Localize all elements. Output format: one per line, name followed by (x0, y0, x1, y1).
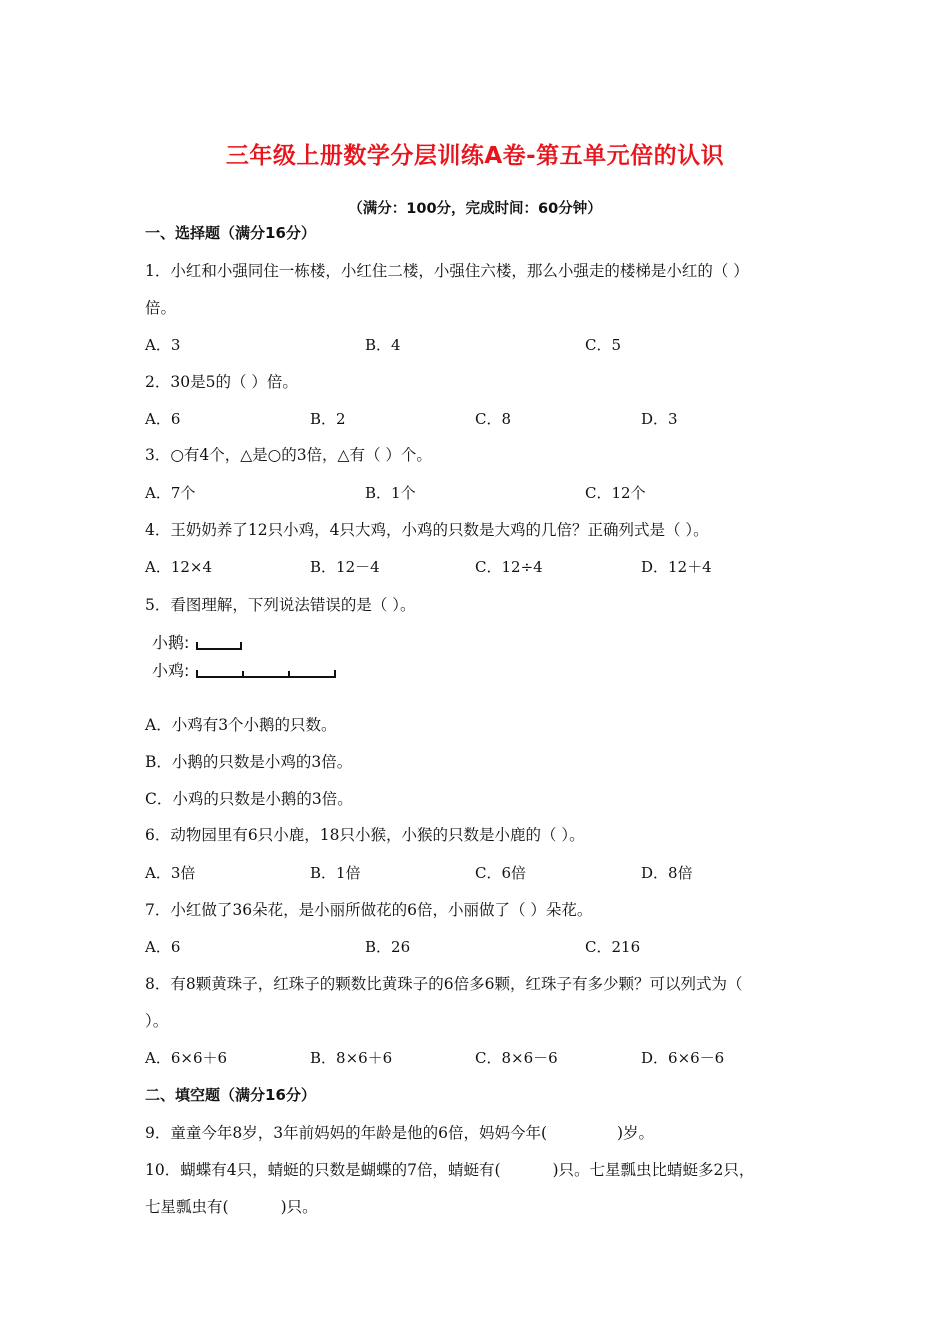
chicken-row (152, 658, 340, 681)
option-c[interactable]: C．5 (585, 336, 622, 354)
section-heading-fill: 二、填空题（满分16分） (145, 1086, 316, 1104)
question-10-mid: )只。七星瓢虫比蜻蜓多2只， (552, 1161, 755, 1179)
question-7-options (145, 936, 825, 958)
question-9-post: )岁。 (617, 1124, 655, 1142)
section-heading-choice: 一、选择题（满分16分） (145, 224, 316, 242)
question-9-pre: 9．童童今年8岁，3年前妈妈的年龄是他的6倍，妈妈今年( (145, 1124, 547, 1142)
question-2-options (145, 408, 825, 430)
question-9-text (145, 1121, 654, 1143)
question-10-line2-pre: 七星瓢虫有( (145, 1198, 229, 1216)
question-10-line2-post: )只。 (280, 1198, 318, 1216)
question-10-text (145, 1158, 754, 1180)
question-6-text: 6．动物园里有6只小鹿，18只小猴，小猴的只数是小鹿的（ ）。 (145, 826, 585, 844)
goose-segment-bar (195, 636, 245, 652)
question-5-text: 5．看图理解，下列说法错误的是（ ）。 (145, 596, 416, 614)
question-5-option-c[interactable]: C．小鸡的只数是小鹅的3倍。 (145, 790, 353, 808)
question-3-options (145, 482, 825, 504)
option-a[interactable]: A．6 (145, 938, 181, 956)
question-3-text: 3．○有4个，△是○的3倍，△有（ ）个。 (145, 446, 432, 464)
option-b[interactable]: B．1倍 (310, 864, 361, 882)
goose-row (152, 630, 245, 653)
option-c[interactable]: C．216 (585, 938, 641, 956)
option-a[interactable]: A．6×6＋6 (145, 1049, 228, 1067)
option-b[interactable]: B．8×6＋6 (310, 1049, 393, 1067)
option-d[interactable]: D．12＋4 (641, 558, 712, 576)
question-1-text: 1．小红和小强同住一栋楼，小红住二楼，小强住六楼，那么小强走的楼梯是小红的（ ） (145, 262, 749, 280)
option-a[interactable]: A．12×4 (145, 558, 213, 576)
option-d[interactable]: D．8倍 (641, 864, 693, 882)
chicken-segment-bar (195, 664, 340, 680)
goose-label: 小鹅: (152, 633, 190, 652)
question-1-options (145, 334, 825, 356)
question-8-text-cont: ）。 (145, 1012, 169, 1030)
option-b[interactable]: B．4 (365, 336, 401, 354)
option-c[interactable]: C．12个 (585, 484, 646, 502)
option-c[interactable]: C．8×6－6 (475, 1049, 558, 1067)
chicken-label: 小鸡: (152, 661, 190, 680)
page-title: 三年级上册数学分层训练A卷-第五单元倍的认识 (225, 143, 725, 169)
option-a[interactable]: A．6 (145, 410, 181, 428)
question-8-options (145, 1047, 825, 1069)
question-5-option-b[interactable]: B．小鹅的只数是小鸡的3倍。 (145, 753, 353, 771)
question-4-text: 4．王奶奶养了12只小鸡，4只大鸡，小鸡的只数是大鸡的几倍？正确列式是（ ）。 (145, 521, 709, 539)
question-4-options (145, 556, 825, 578)
option-a[interactable]: A．3 (145, 336, 181, 354)
question-10-text-cont (145, 1195, 318, 1217)
option-c[interactable]: C．8 (475, 410, 512, 428)
question-2-text: 2．30是5的（ ）倍。 (145, 373, 298, 391)
option-b[interactable]: B．12－4 (310, 558, 380, 576)
option-c[interactable]: C．6倍 (475, 864, 527, 882)
question-7-text: 7．小红做了36朵花，是小丽所做花的6倍，小丽做了（ ）朵花。 (145, 901, 593, 919)
option-c[interactable]: C．12÷4 (475, 558, 543, 576)
question-10-pre: 10．蝴蝶有4只，蜻蜓的只数是蝴蝶的7倍，蜻蜓有( (145, 1161, 501, 1179)
option-b[interactable]: B．2 (310, 410, 346, 428)
option-a[interactable]: A．3倍 (145, 864, 196, 882)
question-5-option-a[interactable]: A．小鸡有3个小鹅的只数。 (145, 716, 337, 734)
line-segment-diagram (152, 630, 372, 686)
page-subtitle: （满分：100分，完成时间：60分钟） (348, 201, 602, 217)
question-8-text: 8．有8颗黄珠子，红珠子的颗数比黄珠子的6倍多6颗，红珠子有多少颗？可以列式为（ (145, 975, 743, 993)
option-d[interactable]: D．6×6－6 (641, 1049, 725, 1067)
option-d[interactable]: D．3 (641, 410, 678, 428)
option-b[interactable]: B．1个 (365, 484, 416, 502)
option-b[interactable]: B．26 (365, 938, 411, 956)
question-1-text-cont: 倍。 (145, 299, 177, 317)
question-6-options (145, 862, 825, 884)
option-a[interactable]: A．7个 (145, 484, 196, 502)
